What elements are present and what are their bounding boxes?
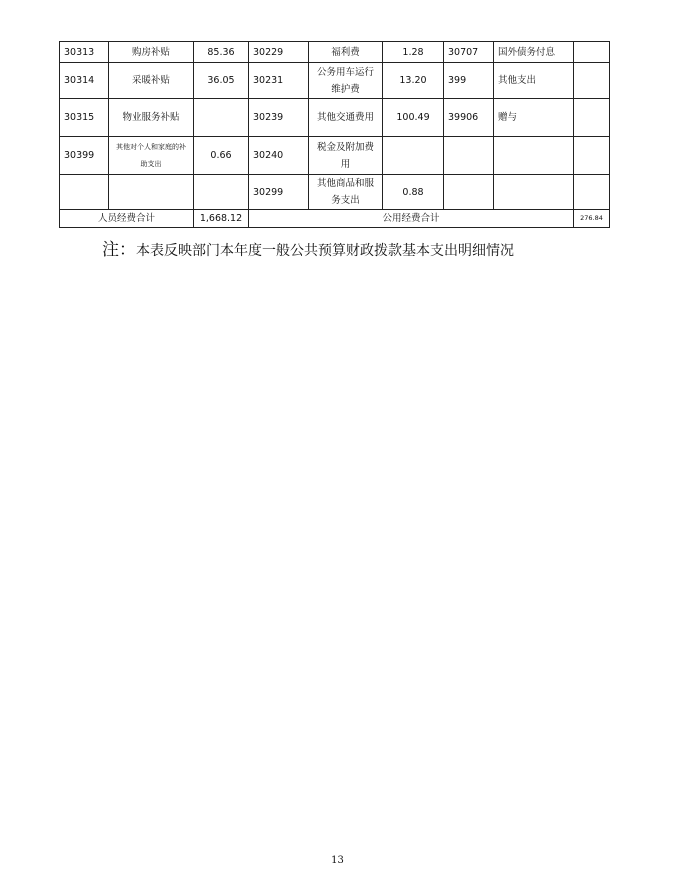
table-cell: 399: [444, 63, 494, 99]
table-cell: [194, 175, 249, 210]
table-cell: 100.49: [383, 99, 444, 137]
table-cell: 福利费: [309, 42, 383, 63]
table-cell: [494, 175, 574, 210]
table-cell: 30240: [249, 137, 309, 175]
table-cell: [60, 175, 109, 210]
table-row: [60, 99, 610, 137]
totals-row: [60, 210, 610, 228]
table-cell: 购房补贴: [109, 42, 194, 63]
table-cell: 39906: [444, 99, 494, 137]
table-cell: 公务用车运行维护费: [309, 63, 383, 99]
expenditure-table: [59, 41, 610, 228]
table-cell: [574, 42, 610, 63]
table-cell: [574, 63, 610, 99]
table-cell: 其他对个人和家庭的补助支出: [109, 137, 194, 175]
personnel-total-value: 1,668.12: [194, 210, 249, 228]
table-note: [102, 235, 514, 260]
public-total-value: 276.84: [574, 210, 610, 228]
table-cell: 0.66: [194, 137, 249, 175]
public-total-label: 公用经费合计: [249, 210, 574, 228]
table-cell: 物业服务补贴: [109, 99, 194, 137]
table-cell: 其他交通费用: [309, 99, 383, 137]
note-text: 本表反映部门本年度一般公共预算财政拨款基本支出明细情况: [136, 243, 514, 259]
table-cell: 30399: [60, 137, 109, 175]
table-cell: [109, 175, 194, 210]
table-cell: 采暖补贴: [109, 63, 194, 99]
table-cell: [574, 137, 610, 175]
table-cell: [444, 175, 494, 210]
table-cell: 30315: [60, 99, 109, 137]
table-cell: 30314: [60, 63, 109, 99]
table-row: [60, 42, 610, 63]
table-cell: 1.28: [383, 42, 444, 63]
table-row: [60, 137, 610, 175]
table-cell: [574, 175, 610, 210]
table-cell: [194, 99, 249, 137]
table-cell: [494, 137, 574, 175]
table-cell: 30239: [249, 99, 309, 137]
table-cell: 税金及附加费用: [309, 137, 383, 175]
table-cell: 13.20: [383, 63, 444, 99]
table-cell: 国外债务付息: [494, 42, 574, 63]
table-cell: 0.88: [383, 175, 444, 210]
personnel-total-label: 人员经费合计: [60, 210, 194, 228]
table-cell: 其他商品和服务支出: [309, 175, 383, 210]
table-cell: [444, 137, 494, 175]
table-cell: [383, 137, 444, 175]
table-cell: 30229: [249, 42, 309, 63]
table-cell: 赠与: [494, 99, 574, 137]
table-row: [60, 175, 610, 210]
table-cell: 其他支出: [494, 63, 574, 99]
table-cell: 30313: [60, 42, 109, 63]
table-cell: 85.36: [194, 42, 249, 63]
table-cell: 30707: [444, 42, 494, 63]
table-cell: [574, 99, 610, 137]
table-cell: 36.05: [194, 63, 249, 99]
table-row: [60, 63, 610, 99]
page-number: 13: [331, 855, 344, 866]
note-label: 注：: [102, 240, 136, 260]
table-cell: 30299: [249, 175, 309, 210]
table-cell: 30231: [249, 63, 309, 99]
